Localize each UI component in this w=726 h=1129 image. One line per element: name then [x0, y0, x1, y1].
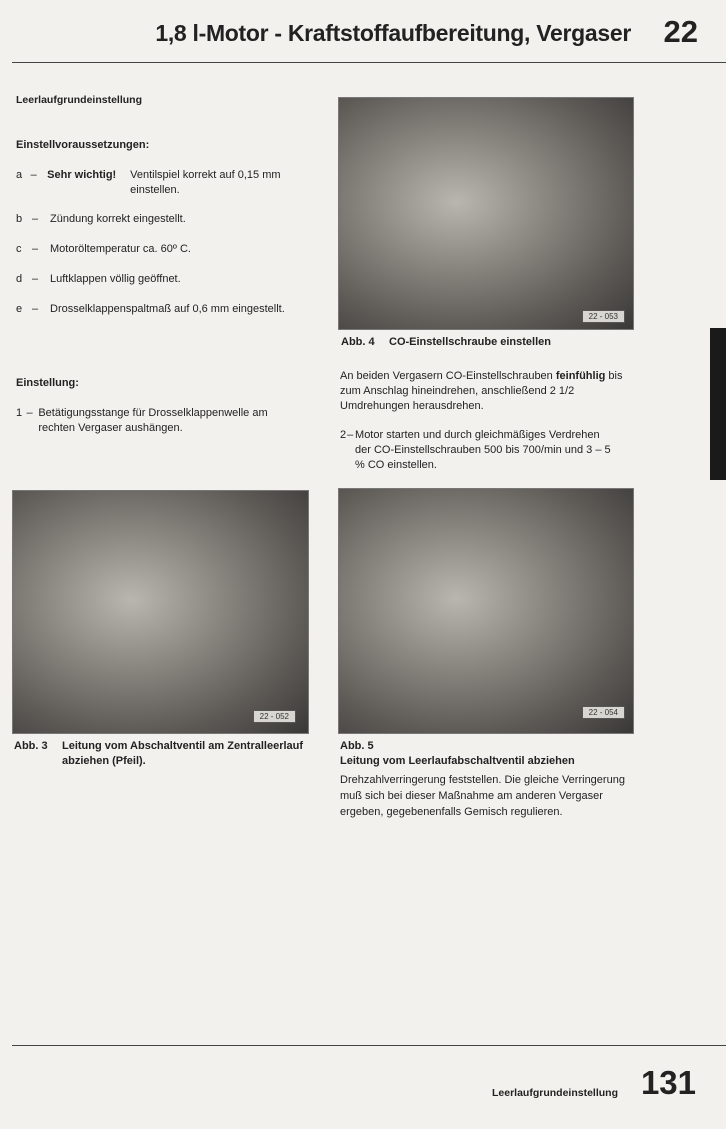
item-text: Betätigungsstange für Drosselklappenwelle am rechten Vergaser aushängen. — [38, 407, 268, 434]
figure-4-caption — [341, 335, 551, 350]
emphasis: feinfühlig — [555, 370, 606, 382]
figure-number: Abb. 3 — [14, 740, 48, 752]
item-text: Ventilspiel korrekt auf 0,15 mm einstellen. — [130, 169, 281, 196]
footer-section: Leerlaufgrundeinstellung — [491, 1087, 618, 1099]
page-title: 1,8 l-Motor - Kraftstoffaufbereitung, Vergaser — [155, 20, 631, 46]
figure-number: Abb. 5 — [340, 740, 374, 752]
item-text: Luftklappen völlig geöffnet. — [50, 273, 181, 285]
item-emphasis: Sehr wichtig! — [47, 169, 117, 181]
figure-tag: 22 - 054 — [582, 706, 625, 719]
figure-tag: 22 - 053 — [582, 310, 625, 323]
item-key: a — [16, 169, 23, 181]
prereq-title: Einstellvoraussetzungen: — [16, 139, 150, 151]
chapter-thumb-tab — [710, 328, 726, 480]
list-item: e – Drosselklappenspaltmaß auf 0,6 mm eingestellt. — [16, 303, 285, 315]
figure-tag: 22 - 052 — [253, 710, 296, 723]
paragraph-1 — [340, 369, 630, 414]
header-rule — [12, 62, 726, 63]
text: bis zum Anschlag hineindrehen, anschließend 2 1/2 Umdrehungen herausdrehen. — [340, 370, 623, 412]
caption-text: CO-Einstellschraube einstellen — [389, 336, 551, 348]
caption-text: Leitung vom Abschaltventil am Zentralleerlauf abziehen (Pfeil). — [62, 740, 304, 767]
step-2: 2 – Motor starten und durch gleichmäßiges Verdrehen der CO-Einstellschrauben 500 bis 700/min und 3 – 5 % CO einstellen. — [340, 428, 615, 473]
item-key: d — [16, 273, 23, 285]
figure-5-caption — [340, 739, 600, 769]
list-item: d – Luftklappen völlig geöffnet. — [16, 273, 181, 285]
item-key: c — [16, 243, 22, 255]
figure-4-photo — [338, 97, 634, 330]
item-key: b — [16, 213, 23, 225]
caption-text: Leitung vom Leerlaufabschaltventil abziehen — [340, 755, 575, 767]
list-item: c – Motoröltemperatur ca. 60º C. — [16, 243, 191, 255]
list-item: b – Zündung korrekt eingestellt. — [16, 213, 186, 225]
item-text: Motoröltemperatur ca. 60º C. — [50, 243, 191, 255]
footer-rule — [12, 1045, 726, 1046]
figure-5-photo — [338, 488, 634, 734]
text: An beiden Vergasern CO-Einstellschrauben — [340, 370, 556, 382]
item-text: Zündung korrekt eingestellt. — [50, 213, 186, 225]
item-key: e — [16, 303, 23, 315]
setting-title: Einstellung: — [16, 377, 79, 389]
list-item: a – Sehr wichtig! Ventilspiel korrekt auf 0,15 mm einstellen. — [16, 168, 316, 198]
chapter-number: 22 — [663, 14, 698, 49]
section-title: Leerlaufgrundeinstellung — [16, 94, 143, 106]
step-1: 1 – Betätigungsstange für Drosselklappenwelle am rechten Vergaser aushängen. — [16, 406, 286, 436]
item-key: 2 — [340, 429, 347, 441]
figure-number: Abb. 4 — [341, 336, 375, 348]
item-text: Motor starten und durch gleichmäßiges Verdrehen der CO-Einstellschrauben 500 bis 700/min und 3 – 5 % CO einstellen. — [355, 429, 611, 471]
figure-3-photo — [12, 490, 309, 734]
item-text: Drosselklappenspaltmaß auf 0,6 mm eingestellt. — [50, 303, 285, 315]
page-number: 131 — [640, 1064, 696, 1101]
item-key: 1 — [16, 407, 23, 419]
figure-3-caption — [14, 739, 309, 769]
prereq-list — [16, 168, 316, 317]
paragraph-3: Drehzahlverringerung feststellen. Die gleiche Verringerung muß sich bei dieser Maßnahme am anderen Vergaser ergeben, gegebenenfalls Gemisch regulieren. — [340, 774, 625, 818]
